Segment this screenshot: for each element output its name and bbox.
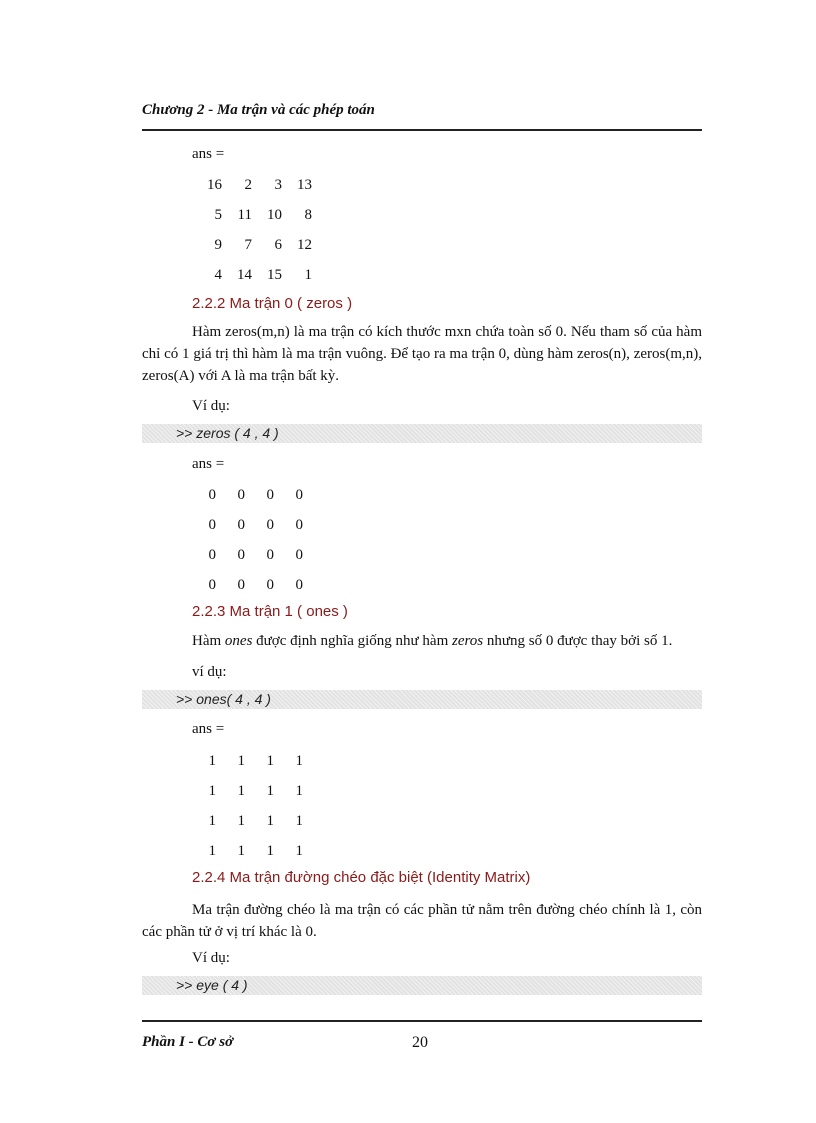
matrix-row (200, 174, 312, 204)
matrix-cell: 1 (266, 813, 274, 829)
section-heading-eye: 2.2.4 Ma trận đường chéo đặc biệt (Identity Matrix) (192, 869, 531, 886)
matrix-row (200, 780, 303, 810)
matrix-output (200, 484, 303, 604)
footer-part: Phần I - Cơ sở (142, 1034, 234, 1050)
matrix-cell: 1 (208, 783, 216, 799)
command-line (142, 976, 702, 995)
matrix-row (200, 544, 303, 574)
example-label: Ví dụ: (192, 398, 230, 414)
matrix-row (200, 750, 303, 780)
matrix-cell: 0 (208, 517, 216, 533)
example-label: Ví dụ: (192, 950, 230, 966)
matrix-row (200, 514, 303, 544)
matrix-cell: 0 (208, 577, 216, 593)
matrix-cell: 1 (237, 753, 245, 769)
example-label: ví dụ: (192, 664, 227, 680)
matrix-cell: 6 (274, 237, 282, 253)
paragraph-ones-term: ones (224, 633, 253, 649)
matrix-cell: 1 (266, 843, 274, 859)
paragraph-ones-text: nhưng số 0 được thay bởi số 1. (483, 633, 673, 649)
matrix-cell: 12 (297, 237, 312, 253)
matrix-cell: 1 (304, 267, 312, 283)
command-text: >> ones( 4 , 4 ) (176, 691, 271, 707)
matrix-cell: 1 (208, 753, 216, 769)
matrix-cell: 7 (244, 237, 252, 253)
matrix-row (200, 484, 303, 514)
matrix-cell: 15 (267, 267, 282, 283)
matrix-row (200, 264, 312, 294)
matrix-cell: 1 (266, 753, 274, 769)
matrix-cell: 0 (266, 577, 274, 593)
command-text: >> eye ( 4 ) (176, 977, 248, 993)
paragraph-zeros (142, 321, 702, 387)
matrix-cell: 0 (295, 547, 303, 563)
matrix-row (200, 234, 312, 264)
matrix-cell: 4 (214, 267, 222, 283)
matrix-cell: 1 (295, 843, 303, 859)
matrix-cell: 13 (297, 177, 312, 193)
matrix-cell: 14 (237, 267, 252, 283)
matrix-cell: 1 (237, 783, 245, 799)
matrix-cell: 1 (237, 843, 245, 859)
section-heading-zeros: 2.2.2 Ma trận 0 ( zeros ) (192, 295, 353, 312)
matrix-cell: 1 (208, 843, 216, 859)
matrix-cell: 3 (274, 177, 282, 193)
matrix-cell: 0 (266, 547, 274, 563)
matrix-cell: 0 (237, 547, 245, 563)
matrix-cell: 0 (266, 517, 274, 533)
matrix-cell: 1 (295, 813, 303, 829)
matrix-cell: 0 (237, 517, 245, 533)
matrix-row (200, 204, 312, 234)
matrix-cell: 0 (295, 487, 303, 503)
matrix-cell: 0 (295, 517, 303, 533)
matrix-row (200, 840, 303, 870)
matrix-cell: 5 (214, 207, 222, 223)
footer-rule (142, 1020, 702, 1022)
matrix-cell: 2 (244, 177, 252, 193)
paragraph-ones-term: zeros (452, 633, 484, 649)
matrix-cell: 0 (295, 577, 303, 593)
matrix-cell: 1 (266, 783, 274, 799)
matrix-cell: 1 (295, 753, 303, 769)
header-rule (142, 129, 702, 131)
paragraph-ones-text: được định nghĩa giống như hàm (252, 633, 453, 649)
matrix-cell: 1 (208, 813, 216, 829)
matrix-cell: 8 (304, 207, 312, 223)
paragraph-eye (142, 899, 702, 943)
page-header: Chương 2 - Ma trận và các phép toán (142, 102, 375, 118)
ans-label: ans = (192, 456, 225, 472)
matrix-row (200, 574, 303, 604)
matrix-output (200, 750, 303, 870)
ans-label: ans = (192, 721, 225, 737)
matrix-cell: 1 (237, 813, 245, 829)
command-text: >> zeros ( 4 , 4 ) (176, 425, 279, 441)
matrix-cell: 16 (207, 177, 222, 193)
matrix-output (200, 174, 312, 294)
matrix-cell: 10 (267, 207, 282, 223)
page-number: 20 (412, 1034, 428, 1051)
matrix-cell: 11 (237, 207, 252, 223)
section-heading-ones: 2.2.3 Ma trận 1 ( ones ) (192, 603, 348, 620)
paragraph-ones (142, 630, 702, 652)
matrix-cell: 9 (214, 237, 222, 253)
command-line (142, 690, 702, 709)
command-line (142, 424, 702, 443)
matrix-cell: 0 (266, 487, 274, 503)
paragraph-eye-text: Ma trận đường chéo là ma trận có các phần tử nằm trên đường chéo chính là 1, còn các phần tử ở vị trí khác là 0. (142, 902, 702, 940)
matrix-cell: 0 (237, 487, 245, 503)
matrix-cell: 0 (208, 547, 216, 563)
ans-label: ans = (192, 146, 225, 162)
paragraph-ones-text: Hàm (192, 633, 225, 649)
matrix-cell: 0 (208, 487, 216, 503)
paragraph-zeros-text: Hàm zeros(m,n) là ma trận có kích thước mxn chứa toàn số 0. Nếu tham số của hàm chỉ có 1 giá trị thì hàm là ma trận vuông. Để tạo ra ma trận 0, dùng hàm zeros(n), zeros(m,n), zeros(A) với A là ma trận bất kỳ. (142, 324, 702, 384)
matrix-cell: 0 (237, 577, 245, 593)
matrix-row (200, 810, 303, 840)
matrix-cell: 1 (295, 783, 303, 799)
